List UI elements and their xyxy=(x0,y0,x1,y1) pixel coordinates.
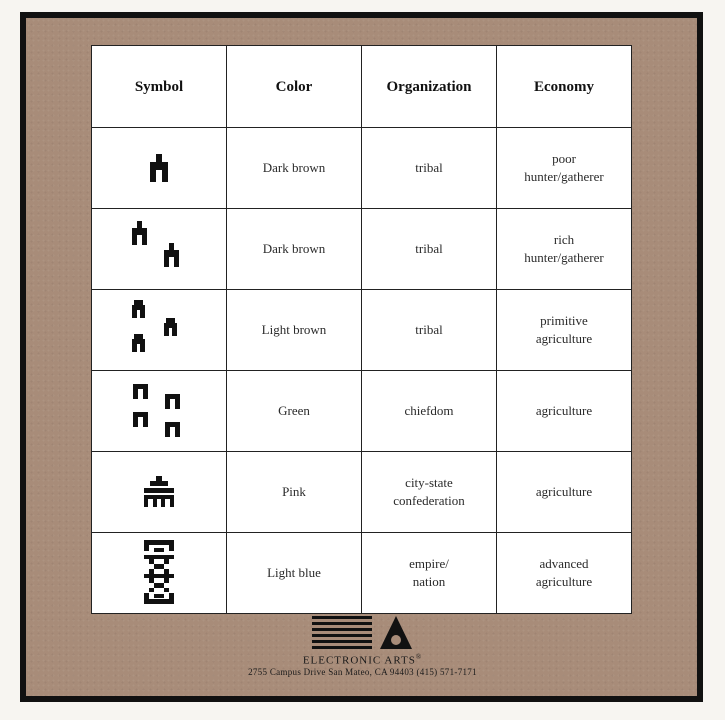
organization-cell: tribal xyxy=(362,128,497,209)
electronic-arts-logo xyxy=(310,614,415,654)
table-row xyxy=(92,452,632,533)
economy-cell: primitive agriculture xyxy=(497,290,632,371)
symbol-cell xyxy=(92,452,227,533)
fortified-city-icon xyxy=(141,538,177,608)
economy-cell: advanced agriculture xyxy=(497,533,632,614)
color-cell: Dark brown xyxy=(227,209,362,290)
table-row xyxy=(92,371,632,452)
table-row xyxy=(92,290,632,371)
symbol-cell xyxy=(92,128,227,209)
color-cell: Light brown xyxy=(227,290,362,371)
two-huts-icon xyxy=(129,217,189,281)
organization-cell: tribal xyxy=(362,290,497,371)
header-symbol: Symbol xyxy=(92,46,227,128)
organization-cell: tribal xyxy=(362,209,497,290)
organization-cell: empire/ nation xyxy=(362,533,497,614)
table-row xyxy=(92,533,632,614)
organization-cell: city-state confederation xyxy=(362,452,497,533)
table-header-row xyxy=(92,46,632,128)
table-row xyxy=(92,209,632,290)
three-huts-icon xyxy=(129,298,189,362)
symbol-cell xyxy=(92,533,227,614)
header-organization: Organization xyxy=(362,46,497,128)
company-address: 2755 Campus Drive San Mateo, CA 94403 (415) 571-7171 xyxy=(248,667,477,677)
color-cell: Light blue xyxy=(227,533,362,614)
economy-cell: poor hunter/gatherer xyxy=(497,128,632,209)
symbol-cell xyxy=(92,371,227,452)
temple-icon xyxy=(139,472,179,512)
four-houses-icon xyxy=(129,378,189,444)
color-cell: Pink xyxy=(227,452,362,533)
symbol-cell xyxy=(92,290,227,371)
civilization-table xyxy=(91,45,632,614)
header-color: Color xyxy=(227,46,362,128)
color-cell: Dark brown xyxy=(227,128,362,209)
economy-cell: agriculture xyxy=(497,371,632,452)
brand-name: ELECTRONIC ARTS® xyxy=(302,653,423,667)
symbol-cell xyxy=(92,209,227,290)
color-cell: Green xyxy=(227,371,362,452)
table-row xyxy=(92,128,632,209)
single-hut-icon xyxy=(144,150,174,186)
economy-cell: rich hunter/gatherer xyxy=(497,209,632,290)
organization-cell: chiefdom xyxy=(362,371,497,452)
header-economy: Economy xyxy=(497,46,632,128)
economy-cell: agriculture xyxy=(497,452,632,533)
